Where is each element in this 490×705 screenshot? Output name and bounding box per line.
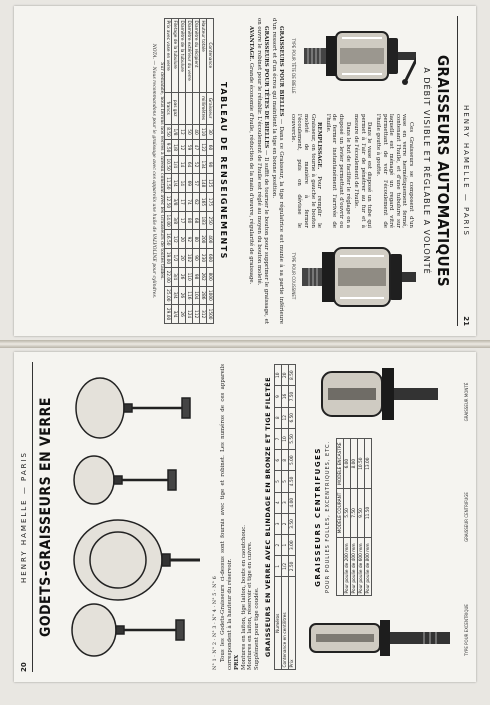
tarif-cell: 3/8 (172, 211, 179, 230)
tarif-cell: 59 (186, 140, 193, 156)
centrifuges-cell: 6.00 (344, 439, 351, 489)
remplissage-label: REMPLISSAGE. (316, 122, 323, 170)
verre-body (282, 365, 296, 670)
verre-cell: 5 (282, 471, 289, 492)
centrifuges-row (344, 439, 351, 596)
verre-cell: 3.00 (289, 535, 296, 556)
tarif-cell: 200 (200, 230, 207, 249)
tarif-cell (186, 92, 193, 124)
page-number: 21 (462, 316, 470, 326)
intro-text (287, 114, 414, 228)
verre-number: N° 5 (212, 592, 218, 605)
verre-intro (220, 364, 235, 670)
prix-line: Montures en laiton, réservoir et tige en cuivre. (247, 541, 254, 670)
verre-cell: 6.50 (289, 407, 296, 428)
tarif-cell: Diamètre extérieur du verre (186, 19, 193, 93)
tarif-cell: 74 (186, 193, 193, 212)
tarif-cell: 17 (179, 193, 186, 212)
verre-numbers: N° 1 · N° 2 · N° 3 · N° 4 · N° 5 · N° 6 (212, 576, 218, 670)
verre-header-cell: 6 (275, 450, 282, 471)
page-subtitle: A DÉBIT VISIBLE ET RÉGLABLE A VOLONTÉ (422, 67, 431, 275)
centrifuges-cell: 8.00 (351, 439, 358, 489)
intro-paragraph-2: Dans le vase est disposé un tube qui permet à l'air de pénétrer au fur et à mesure de l'écoulement de l'huile. (353, 114, 373, 228)
page-20 (14, 352, 476, 682)
tarif-cell: 1/2 (172, 249, 179, 268)
caption-centrifuge: GRAISSEUR CENTRIFUGE (464, 492, 469, 542)
tarif-cell: 112 (193, 305, 200, 324)
tarif-cell: 8.50 (165, 124, 172, 140)
footer-nota: NOTA. — Nous recommandons pour le graissage avec ces appareils une huile de VALVOLINE pour cylindres. (151, 43, 156, 299)
tarif-header-cell: 1500 (207, 305, 214, 324)
tarif-row (200, 19, 207, 324)
centrifuges-cell: 13.00 (365, 439, 372, 489)
page-title: GRAISSEURS AUTOMATIQUES (434, 54, 452, 288)
verre-table (274, 364, 296, 670)
tarif-cell: 92 (186, 230, 193, 249)
caption-monte: GRAISSEUR MONTÉ (464, 382, 469, 422)
tarif-title: TABLEAU DE RENSEIGNEMENTS (219, 82, 228, 260)
centrifuges-cell: 7.50 (351, 489, 358, 537)
tarif-header-row (207, 19, 214, 324)
tarif-cell: 134 (200, 155, 207, 174)
verre-cell: 16 (282, 386, 289, 407)
tarif-cell: 183 (200, 211, 207, 230)
tarif-cell: 286 (200, 286, 207, 305)
verre-header-cell: 7 (275, 428, 282, 449)
tarif-cell: 122 (200, 140, 207, 156)
tarif-cell: 9.50 (165, 140, 172, 156)
tarif-cell: 20 (179, 230, 186, 249)
tarif-cell: 25.00 (165, 286, 172, 305)
tarif-cell: millimètres (200, 92, 207, 124)
tige-text: Il suffit de tourner le bouton pour supprimer le graissage, et on ouvre le robinet pour le rétablir. L'écoulement de l'huile est réglé au moyen du bouton moleté. (256, 18, 269, 324)
details-text: GRAISSEURS POUR BIELLES — Dans ce Graisseur, la tige régulatrice est munie à sa partie inférieure d'un ressort et d'un écrou qui maintient la tige en bonne position. GRAISSEURS POUR TÊTES DE BIELLES — Il suffit de tourner le bouton pour supprimer le graissage, et on ouvre le robinet pour le rétablir. L'écoulement de l'huile est réglé au moyen du bouton moleté. AVANTAGE. Grande économie d'huile, réduction de la main d'œuvre, régularité de graissage. (247, 18, 284, 324)
graisseur-bielle-illustration (298, 18, 416, 110)
verre-header-cell: 10 (275, 365, 282, 386)
page-21-content (14, 6, 476, 336)
tarif-cell: 148 (200, 174, 207, 193)
tarif-cell: Diamètre de la tubulure (179, 19, 186, 93)
book-gutter (0, 340, 490, 348)
tarif-header-cell: 175 (207, 193, 214, 212)
centrifuges-subtitle: POUR POULIES FOLLES, EXCENTRIQUES, ETC. (325, 440, 331, 594)
godets-verre-illustrations (60, 364, 210, 670)
tarif-header-cell: 30 (207, 124, 214, 140)
centrifuges-row (351, 439, 358, 596)
verre-row (282, 365, 289, 670)
tarif-cell: 110 (200, 124, 207, 140)
tarif-table (164, 18, 214, 324)
centrifuges-cell: 10.50 (358, 439, 365, 489)
tarif-cell (193, 92, 200, 124)
tarif-cell: 124 (186, 305, 193, 324)
verre-cell: 8.50 (289, 365, 296, 386)
tarif-header-cell: 125 (207, 174, 214, 193)
centrifuges-row (365, 439, 372, 596)
verre-cell: Prix (289, 577, 296, 670)
tarif-cell: 1/2 (172, 230, 179, 249)
remplissage-text: Pour remplir le Graisseur, on tourne à gauche le bouton moleté de manière à fermer l'écoulement, puis on dévisse le couvercle. (289, 114, 323, 228)
tarif-row (179, 19, 186, 324)
avantage-label: AVANTAGE. (247, 26, 254, 62)
tarif-cell: 1/4 (172, 155, 179, 174)
verre-number: N° 3 (212, 625, 218, 638)
tarif-cell: 17 (179, 211, 186, 230)
verre-cell: 2 (282, 513, 289, 534)
running-head (20, 362, 32, 672)
prix-label: PRIX (234, 654, 240, 670)
verre-number: N° 1 (212, 658, 218, 670)
verre-header-cell: 2 (275, 535, 282, 556)
running-head (458, 16, 470, 326)
tarif-cell: 12 (179, 124, 186, 140)
prix-line: Supplément pour tige coudée. (253, 587, 260, 670)
tarif-header-cell: 250 (207, 211, 214, 230)
centrifuges-row (358, 439, 365, 596)
graisseur-centrifuge-illustration (304, 608, 464, 668)
centrifuges-cell: Pour poulie de 400 mm (351, 537, 358, 595)
tarif-cell: 16.50 (165, 230, 172, 249)
tarif-cell: 98 (193, 267, 200, 286)
running-head-text: HENRY HAMELLE — PARIS (20, 451, 28, 583)
tarif-cell: 3/4 (172, 267, 179, 286)
tarif-cell: 26 (179, 286, 186, 305)
verre-header-cell: 8 (275, 407, 282, 428)
tarif-cell: 80 (193, 230, 200, 249)
tarif-cell: pas gaz (172, 92, 179, 124)
centrifuges-cell: Pour poulie de 600 mm (358, 537, 365, 595)
verre-cell: 1/2 (282, 556, 289, 577)
tarif-cell: 80 (186, 211, 193, 230)
tarif-cell: francs (165, 92, 172, 124)
tarif-cell: 230 (200, 249, 207, 268)
verre-cell: 3 (282, 492, 289, 513)
caption-coussinet: TYPE POUR COUSSINET (291, 252, 296, 300)
tarif-row (186, 19, 193, 324)
tarif-header-cell: 400 (207, 230, 214, 249)
verre-cell: 12 (282, 407, 289, 428)
verre-number: N° 4 (212, 609, 218, 621)
verre-cell: 5.00 (289, 450, 296, 471)
caption-tete-bielle: TYPE POUR TÊTE DE BIELLE (291, 38, 296, 94)
tarif-cell: 312 (200, 305, 207, 324)
tarif-header-cell: 90 (207, 155, 214, 174)
running-head-text: HENRY HAMELLE — PARIS (462, 105, 470, 237)
tarif-cell: 40 (193, 124, 200, 140)
verre-header-cell: 3 (275, 513, 282, 534)
tarif-cell: 102 (186, 249, 193, 268)
tarif-header-cell: Graisseur (207, 92, 214, 124)
tarif-header-cell: 600 (207, 249, 214, 268)
caption-excentrique: TYPE POUR EXCENTRIQUE (464, 604, 469, 656)
tarif-cell: Prix avec vase en verre (165, 19, 172, 93)
centrifuges-title: GRAISSEURS CENTRIFUGES (314, 447, 322, 587)
verre-header-cell: Numéros (275, 577, 282, 670)
verre-cell: 3.50 (289, 513, 296, 534)
verre-cell: 4.50 (289, 471, 296, 492)
centrifuges-header-row (337, 439, 344, 596)
centrifuges-cell: 9.50 (358, 489, 365, 537)
tarif-cell: 165 (200, 193, 207, 212)
tarif-cell: 3/4 (172, 305, 179, 324)
tarif-cell: 12 (179, 140, 186, 156)
centrifuges-cell: 5.50 (344, 489, 351, 537)
avantage-text: Grande économie d'huile, réduction de la main d'œuvre, régularité de graissage. (247, 62, 254, 285)
tarif-cell: 22.00 (165, 267, 172, 286)
verre-number: N° 2 (212, 641, 218, 654)
verre-header-cell: 5 (275, 471, 282, 492)
page-number: 20 (20, 662, 28, 672)
verre-table-title: GRAISSEURS EN VERRE AVEC BLINDAGE EN BRONZE ET TIGE FILETÉE (264, 376, 272, 658)
verre-cell: 4.00 (289, 492, 296, 513)
page-title: GODETS-GRAISSEURS EN VERRE (38, 397, 54, 637)
tarif-cell: 14 (179, 174, 186, 193)
tarif-body (165, 19, 207, 324)
tarif-cell: 1/8 (172, 140, 179, 156)
tarif-cell: 26 (179, 305, 186, 324)
tarif-cell: 14.00 (165, 211, 172, 230)
tarif-cell: 262 (200, 267, 207, 286)
tarif-cell: 11.50 (165, 174, 172, 193)
header-rule (457, 16, 458, 326)
verre-header-row (275, 365, 282, 670)
centrifuges-header-cell: MODÈLE ENCASTRÉ (337, 439, 344, 489)
prix-block (234, 364, 260, 670)
verre-number: N° 6 (212, 576, 218, 588)
tarif-header-cell: 60 (207, 140, 214, 156)
centrifuges-cell: Pour poulie de 800 mm (365, 537, 372, 595)
tarif-header-cell: 800 (207, 267, 214, 286)
tarif-cell: 14 (179, 155, 186, 174)
tarif-cell: Diamètre du récipient (193, 19, 200, 93)
tarif-cell: 10.50 (165, 155, 172, 174)
tarif-cell (179, 92, 186, 124)
centrifuges-body (344, 439, 372, 596)
verre-cell: 5.50 (289, 428, 296, 449)
tarif-cell: 3/8 (172, 193, 179, 212)
tarif-cell: 3/4 (172, 286, 179, 305)
tarif-cell: 104 (193, 286, 200, 305)
tarif-cell: 50 (186, 124, 193, 140)
tarif-cell: 52 (193, 155, 200, 174)
verre-cell: 7.50 (289, 386, 296, 407)
tarif-cell: 12.50 (165, 193, 172, 212)
verre-cell: 10 (282, 428, 289, 449)
tarif-row (172, 19, 179, 324)
tarif-cell: 90 (193, 249, 200, 268)
tarif-row (165, 19, 172, 324)
tarif-cell: 20 (179, 249, 186, 268)
tarif-cell: 1/8 (172, 124, 179, 140)
tarif-cell: 110 (186, 267, 193, 286)
header-rule (32, 362, 33, 672)
tarif-cell: 69 (186, 174, 193, 193)
bielles-label: GRAISSEURS POUR BIELLES (278, 26, 284, 117)
verre-cell: Contenance en centilitres (282, 577, 289, 670)
prix-line: Montures en laiton, tige laiton, bouts en caoutchouc. (240, 525, 247, 670)
tarif-cell: 57 (193, 174, 200, 193)
intro-paragraph-1: Ces Graisseurs se composent d'un vase en verre hermétiquement fermé, contenant l'huile, et d'une tubulure sur laquelle est ménagé un regard vitré permettant de voir l'écoulement de l'huile goutte à goutte. (375, 114, 414, 228)
tarif-cell: 26 (179, 267, 186, 286)
tarif-cell: 19.00 (165, 249, 172, 268)
page-21 (14, 6, 476, 336)
verre-intro-text: Tous les Godets-Graisseurs ci-dessus sont fournis avec tige et robinet. Les numéros de ces appareils correspondent à la hauteur du réservoir. (220, 364, 233, 670)
verre-row (289, 365, 296, 670)
centrifuges-cell: Pour poulie de 200 mm (344, 537, 351, 595)
tarif-cell: 47 (193, 140, 200, 156)
tarif-row (193, 19, 200, 324)
verre-cell: 2.50 (289, 556, 296, 577)
footer-note: Sur demande, nous livrons nos verres à niveau constant avec les Graisseurs de toutes tailles. (159, 62, 164, 280)
tarif-cell: 68 (193, 211, 200, 230)
tarif-cell: Hauteur totale (200, 19, 207, 93)
graisseur-monte-illustration (314, 362, 444, 426)
verre-cell: 1 (282, 535, 289, 556)
tige-label: GRAISSEURS POUR TÊTES DE BIELLES (262, 26, 269, 149)
centrifuges-cell: 11.50 (365, 489, 372, 537)
page-20-content (14, 352, 476, 682)
tarif-cell: 1/4 (172, 174, 179, 193)
bielles-text: Dans ce Graisseur, la tige régulatrice est munie à sa partie inférieure d'un ressort et d'un écrou qui maintient la tige en bonne position. (271, 18, 284, 324)
graisseur-coussinet-illustration (298, 232, 416, 324)
verre-cell: 8 (282, 450, 289, 471)
centrifuges-header-blank (337, 537, 344, 595)
centrifuges-table (336, 438, 372, 596)
verre-header-cell: 4 (275, 492, 282, 513)
tarif-cell: 116 (186, 286, 193, 305)
tarif-cell: 29.00 (165, 305, 172, 324)
centrifuges-header-cell: MODÈLE COURANT (337, 489, 344, 537)
tarif-header-cell: Contenance (207, 19, 214, 93)
verre-header-cell: 1 (275, 556, 282, 577)
tarif-cell: 62 (193, 193, 200, 212)
tarif-cell: 64 (186, 155, 193, 174)
intro-paragraph-3: Dans le but de faciliter le réglage on a disposé un levier permettant d'ouvrir ou de fermer instantanément l'arrivée de l'huile. (324, 114, 351, 228)
verre-header-cell: 9 (275, 386, 282, 407)
tarif-cell: Filetage de la tubulure (172, 19, 179, 93)
tarif-header-cell: 1000 (207, 286, 214, 305)
verre-cell: 20 (282, 365, 289, 386)
